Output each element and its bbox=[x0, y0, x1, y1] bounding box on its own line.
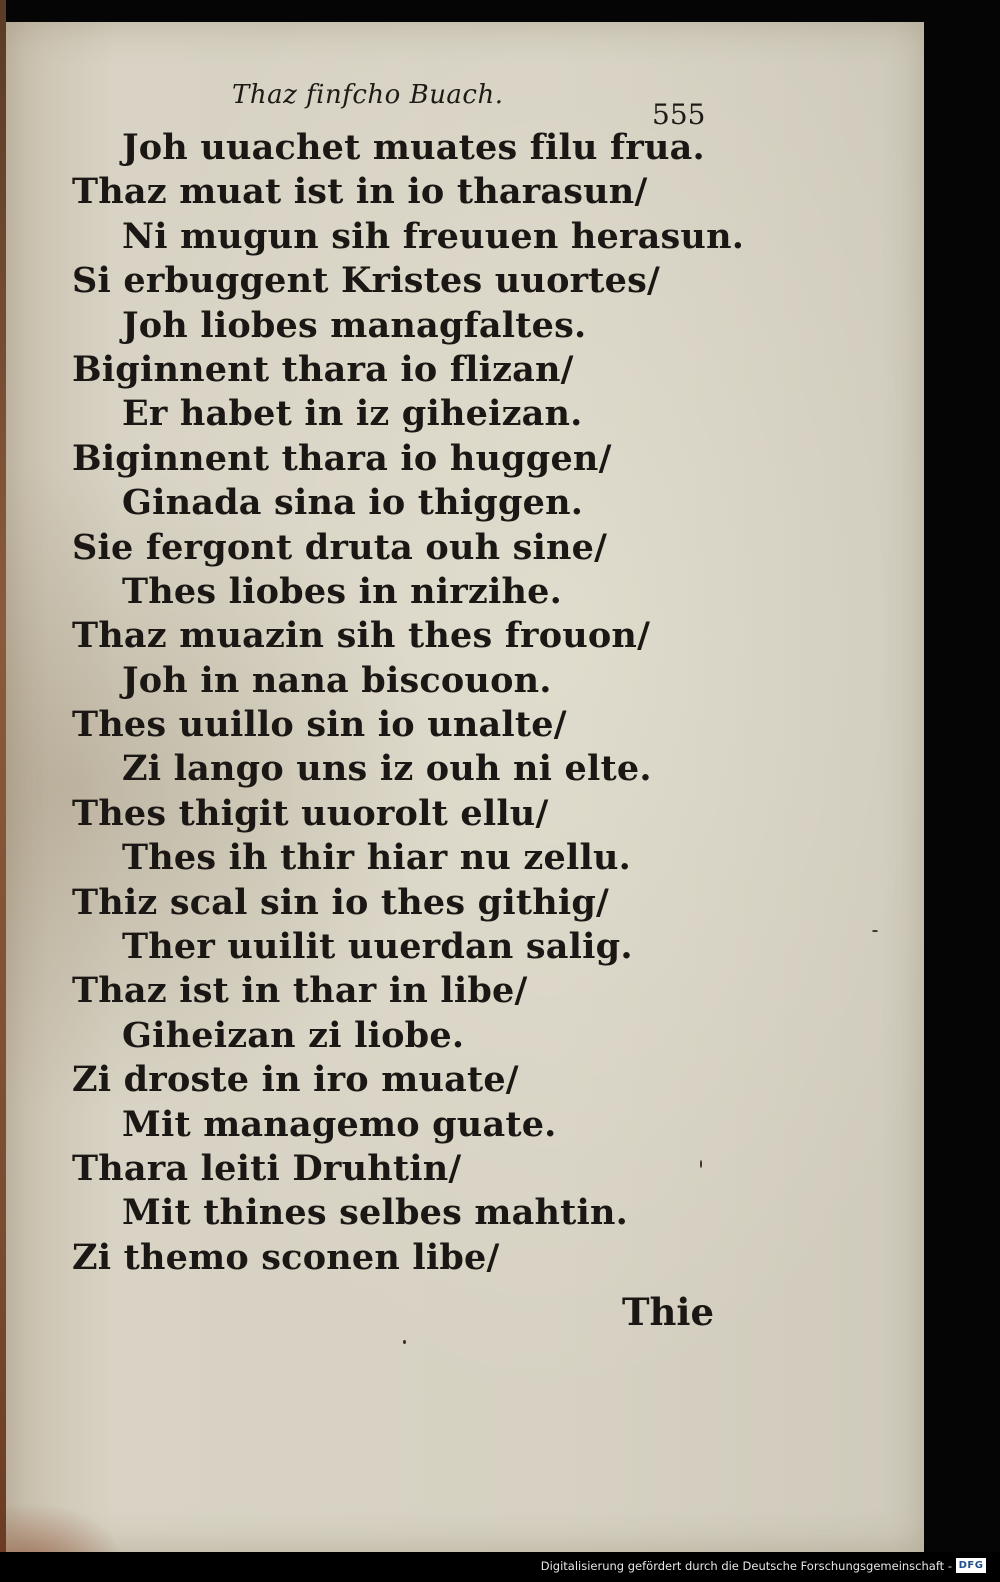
verse-line: Thara leiti Druhtin/ bbox=[72, 1147, 462, 1189]
verse-line: Mit managemo guate. bbox=[122, 1103, 557, 1145]
funding-credit: Digitalisierung gefördert durch die Deutsche Forschungsgemeinschaft - bbox=[540, 1559, 952, 1573]
page-number: 555 bbox=[652, 98, 706, 131]
verse-line: Si erbuggent Kristes uuortes/ bbox=[72, 260, 660, 302]
verse-line: Zi lango uns iz ouh ni elte. bbox=[122, 748, 652, 790]
verse-line: Thiz scal sin io thes githig/ bbox=[72, 881, 609, 923]
verse-line: Sie fergont druta ouh sine/ bbox=[72, 526, 608, 568]
verse-line: Joh uuachet muates filu frua. bbox=[122, 127, 705, 168]
verse-line: Joh in nana biscouon. bbox=[122, 659, 552, 701]
catchword: Thie bbox=[622, 1290, 715, 1334]
verse-line: Biginnent thara io flizan/ bbox=[72, 348, 574, 390]
verse-line: Joh liobes managfaltes. bbox=[122, 304, 587, 346]
verse-line: Biginnent thara io huggen/ bbox=[72, 437, 612, 479]
running-head: Thaz finfcho Buach. bbox=[232, 80, 504, 110]
verse-line: Thes thigit uuorolt ellu/ bbox=[72, 792, 549, 834]
verse-line: Thaz muat ist in io tharasun/ bbox=[72, 171, 648, 213]
verse-line: Thes ih thir hiar nu zellu. bbox=[122, 837, 632, 879]
verse-line: Ginada sina io thiggen. bbox=[122, 482, 584, 524]
verse-line: Ther uuilit uuerdan salig. bbox=[122, 926, 633, 968]
verse-text bbox=[72, 126, 752, 1280]
verse-line: Thaz muazin sih thes frouon/ bbox=[72, 615, 651, 657]
verse-line: Thes liobes in nirzihe. bbox=[122, 570, 562, 612]
verse-line: Zi themo sconen libe/ bbox=[72, 1236, 500, 1278]
ink-speck bbox=[403, 1340, 406, 1344]
verse-line: Thaz ist in thar in libe/ bbox=[72, 970, 528, 1012]
verse-line: Ni mugun sih freuuen herasun. bbox=[122, 215, 745, 257]
verse-line: Er habet in iz giheizan. bbox=[122, 393, 583, 435]
verse-line: Mit thines selbes mahtin. bbox=[122, 1192, 629, 1234]
dfg-logo: DFG bbox=[956, 1558, 986, 1573]
verse-line: Zi droste in iro muate/ bbox=[72, 1059, 519, 1101]
verse-line: Giheizan zi liobe. bbox=[122, 1014, 465, 1056]
ink-speck bbox=[872, 930, 878, 932]
ink-speck bbox=[700, 1160, 702, 1168]
verse-line: Thes uuillo sin io unalte/ bbox=[72, 704, 567, 746]
